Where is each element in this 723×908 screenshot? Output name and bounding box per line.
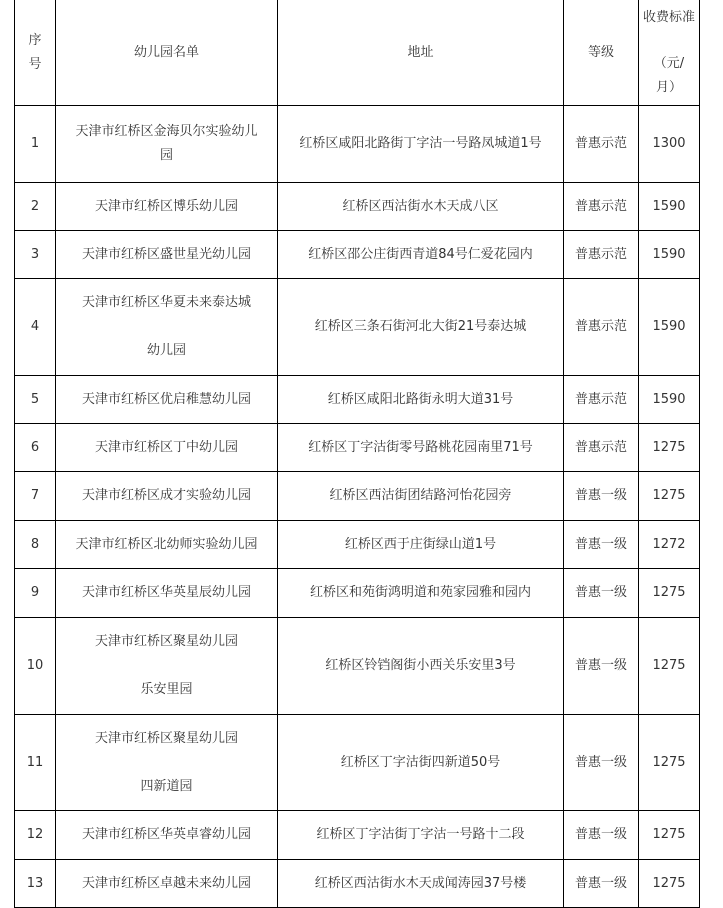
- table-row: [15, 569, 700, 618]
- row-fee: 1590: [639, 279, 700, 376]
- row-serial: 10: [15, 618, 56, 715]
- row-fee: 1272: [639, 521, 700, 569]
- row-fee: 1590: [639, 231, 700, 279]
- row-name: 天津市红桥区北幼师实验幼儿园: [56, 521, 278, 569]
- header-fee-line2: （元/: [653, 55, 685, 71]
- row-fee: 1300: [639, 106, 700, 183]
- row-name-line2: 四新道园: [140, 778, 193, 794]
- row-fee: 1275: [639, 472, 700, 521]
- row-serial: 11: [15, 715, 56, 811]
- row-serial: 4: [15, 279, 56, 376]
- header-address: 地址: [278, 0, 564, 106]
- row-fee: 1275: [639, 424, 700, 472]
- table-header-row: [15, 0, 700, 106]
- row-name-line1: 天津市红桥区金海贝尔实验幼儿: [75, 124, 258, 139]
- table-row: [15, 183, 700, 231]
- row-name-line1: 天津市红桥区聚星幼儿园: [94, 634, 238, 649]
- table-row: [15, 376, 700, 424]
- row-serial: 8: [15, 521, 56, 569]
- row-address: 红桥区丁字沽街四新道50号: [278, 715, 564, 811]
- row-level: 普惠示范: [564, 231, 639, 279]
- row-level: 普惠一级: [564, 860, 639, 908]
- row-level: 普惠示范: [564, 183, 639, 231]
- row-name: 天津市红桥区华英卓睿幼儿园: [56, 811, 278, 860]
- header-serial-line1: 序: [28, 32, 42, 48]
- row-address: 红桥区西于庄街绿山道1号: [278, 521, 564, 569]
- table-row: [15, 860, 700, 908]
- row-fee: 1275: [639, 618, 700, 715]
- row-name: [56, 618, 278, 715]
- table-row: [15, 521, 700, 569]
- table-row: [15, 106, 700, 183]
- row-address: 红桥区西沽街水木天成闻涛园37号楼: [278, 860, 564, 908]
- row-level: 普惠一级: [564, 569, 639, 618]
- row-serial: 5: [15, 376, 56, 424]
- row-fee: 1590: [639, 376, 700, 424]
- row-name-line1: 天津市红桥区聚星幼儿园: [94, 730, 238, 746]
- table-row: [15, 715, 700, 811]
- row-address: 红桥区咸阳北路街丁字沽一号路凤城道1号: [278, 106, 564, 183]
- row-address: 红桥区丁字沽街零号路桃花园南里71号: [278, 424, 564, 472]
- row-name-line2: 幼儿园: [146, 343, 186, 358]
- row-serial: 7: [15, 472, 56, 521]
- row-fee: 1275: [639, 811, 700, 860]
- row-address: 红桥区咸阳北路街永明大道31号: [278, 376, 564, 424]
- row-name-line2: 园: [159, 148, 173, 163]
- table-row: [15, 231, 700, 279]
- row-name: [56, 279, 278, 376]
- header-level: 等级: [564, 0, 639, 106]
- row-level: 普惠一级: [564, 521, 639, 569]
- row-name: 天津市红桥区优启稚慧幼儿园: [56, 376, 278, 424]
- header-kindergarten-name: 幼儿园名单: [56, 0, 278, 106]
- row-serial: 3: [15, 231, 56, 279]
- row-serial: 6: [15, 424, 56, 472]
- row-level: 普惠一级: [564, 618, 639, 715]
- row-fee: 1275: [639, 860, 700, 908]
- row-level: 普惠示范: [564, 106, 639, 183]
- kindergarten-fee-table: [14, 0, 700, 908]
- table-row: [15, 472, 700, 521]
- row-address: 红桥区西沽街水木天成八区: [278, 183, 564, 231]
- row-level: 普惠示范: [564, 424, 639, 472]
- row-level: 普惠一级: [564, 715, 639, 811]
- row-address: 红桥区和苑街鸿明道和苑家园雅和园内: [278, 569, 564, 618]
- row-address: 红桥区丁字沽街丁字沽一号路十二段: [278, 811, 564, 860]
- row-name-line1: 天津市红桥区华夏未来泰达城: [81, 295, 251, 310]
- header-serial-number: [15, 0, 56, 106]
- table-row: [15, 618, 700, 715]
- row-serial: 13: [15, 860, 56, 908]
- row-level: 普惠一级: [564, 472, 639, 521]
- row-name: 天津市红桥区华英星辰幼儿园: [56, 569, 278, 618]
- row-fee: 1275: [639, 569, 700, 618]
- row-address: 红桥区铃铛阁街小西关乐安里3号: [278, 618, 564, 715]
- row-level: 普惠示范: [564, 279, 639, 376]
- row-level: 普惠一级: [564, 811, 639, 860]
- row-serial: 12: [15, 811, 56, 860]
- row-serial: 9: [15, 569, 56, 618]
- row-serial: 1: [15, 106, 56, 183]
- row-address: 红桥区邵公庄街西青道84号仁爱花园内: [278, 231, 564, 279]
- header-fee-line1: 收费标准: [643, 9, 696, 25]
- row-fee: 1590: [639, 183, 700, 231]
- table-row: [15, 811, 700, 860]
- table-row: [15, 424, 700, 472]
- row-name: [56, 715, 278, 811]
- row-name: [56, 106, 278, 183]
- header-fee-line3: 月）: [655, 79, 682, 95]
- row-name: 天津市红桥区盛世星光幼儿园: [56, 231, 278, 279]
- row-name: 天津市红桥区成才实验幼儿园: [56, 472, 278, 521]
- header-serial-line2: 号: [28, 56, 42, 72]
- header-fee-standard: [639, 0, 700, 106]
- row-name-line2: 乐安里园: [140, 682, 193, 697]
- row-address: 红桥区三条石街河北大街21号泰达城: [278, 279, 564, 376]
- row-level: 普惠示范: [564, 376, 639, 424]
- row-name: 天津市红桥区丁中幼儿园: [56, 424, 278, 472]
- table-row: [15, 279, 700, 376]
- row-name: 天津市红桥区卓越未来幼儿园: [56, 860, 278, 908]
- row-fee: 1275: [639, 715, 700, 811]
- row-name: 天津市红桥区博乐幼儿园: [56, 183, 278, 231]
- row-address: 红桥区西沽街团结路河怡花园旁: [278, 472, 564, 521]
- row-serial: 2: [15, 183, 56, 231]
